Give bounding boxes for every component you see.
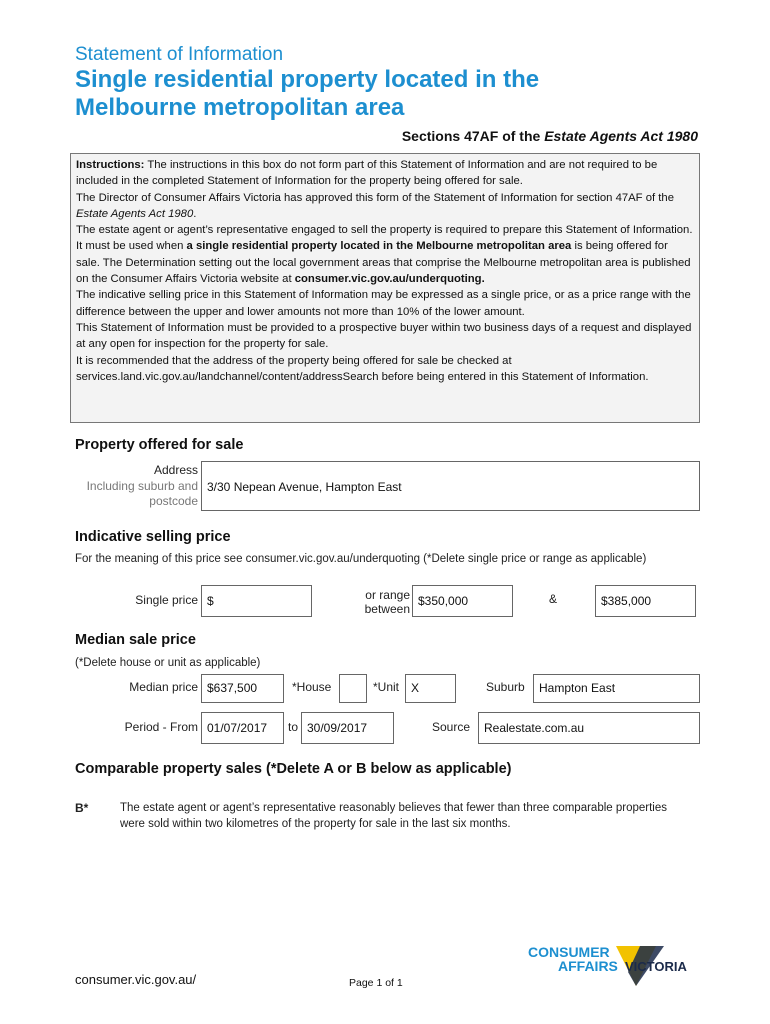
unit-label: *Unit xyxy=(373,680,400,694)
range-ampersand: & xyxy=(549,592,558,606)
median-price-label: Median price xyxy=(129,680,198,694)
underquoting-link[interactable]: consumer.vic.gov.au/underquoting. xyxy=(294,273,485,286)
range-low-field[interactable]: $350,000 xyxy=(412,585,513,617)
source-field[interactable]: Realestate.com.au xyxy=(478,712,700,744)
house-field[interactable] xyxy=(339,674,367,703)
sections-act: Estate Agents Act 1980 xyxy=(544,128,698,144)
instructions-p3-text2: is being offered for sale. The Determination setting out the local government areas that comprise the Melbourne metropolitan area is published on the Consumer Affairs Victoria website at xyxy=(76,240,691,286)
indicative-heading: Indicative selling price xyxy=(75,529,231,545)
footer-url[interactable]: consumer.vic.gov.au/ xyxy=(75,972,197,987)
page-number: Page 1 of 1 xyxy=(349,977,403,989)
instructions-box xyxy=(70,153,700,423)
range-label-line2: between xyxy=(364,602,410,616)
suburb-label: Suburb xyxy=(486,680,525,694)
form-subtitle: Statement of Information xyxy=(75,44,284,65)
address-label-line3: postcode xyxy=(149,494,198,508)
address-label xyxy=(70,463,198,510)
instructions-p6: It is recommended that the address of the property being offered for sale be checked at services.land.vic.gov.au/landchannel/content/addressSearch before being entered in this Statement of Information. xyxy=(76,354,649,383)
instructions-p2-text: The Director of Consumer Affairs Victoria has approved this form of the Statement of Information for section 47AF of the xyxy=(76,191,674,204)
instructions-p2-act: Estate Agents Act 1980 xyxy=(76,207,194,220)
instructions-p3-bold: a single residential property located in the Melbourne metropolitan area xyxy=(186,240,572,253)
instructions-p5: This Statement of Information must be provided to a prospective buyer within two business days of a request and displayed at any open for inspection for the property for sale. xyxy=(76,321,692,351)
median-price-field[interactable]: $637,500 xyxy=(201,674,284,703)
instructions-p2 xyxy=(76,190,694,223)
period-to-label: to xyxy=(288,720,299,734)
range-label-line1: or range xyxy=(365,588,410,602)
single-price-label: Single price xyxy=(135,593,198,607)
option-b-text: The estate agent or agent’s representative reasonably believes that fewer than three comparable properties were sold within two kilometres of the property for sale in the last six months. xyxy=(120,802,668,830)
median-note: (*Delete house or unit as applicable) xyxy=(75,657,261,669)
consumer-affairs-victoria-logo xyxy=(528,942,703,994)
house-label: *House xyxy=(292,680,332,694)
instructions-p1 xyxy=(76,157,694,190)
address-field[interactable]: 3/30 Nepean Avenue, Hampton East xyxy=(201,461,700,511)
median-heading: Median sale price xyxy=(75,632,196,648)
period-from-field[interactable]: 01/07/2017 xyxy=(201,712,284,744)
property-heading: Property offered for sale xyxy=(75,437,244,453)
sections-reference xyxy=(402,128,698,144)
indicative-note: For the meaning of this price see consumer.vic.gov.au/underquoting (*Delete single price or range as applicable) xyxy=(75,553,647,565)
instructions-label: Instructions: xyxy=(76,159,145,171)
title-line-2: Melbourne metropolitan area xyxy=(75,94,405,121)
single-price-field[interactable]: $ xyxy=(201,585,312,617)
logo-mark-icon xyxy=(528,942,703,994)
source-label: Source xyxy=(432,720,471,734)
instructions-p4: The indicative selling price in this Statement of Information may be expressed as a single price, or as a price range with the difference between the upper and lower amounts not more than 10% of the lower amount. xyxy=(76,289,691,318)
period-to-field[interactable]: 30/09/2017 xyxy=(301,712,394,744)
unit-field[interactable]: X xyxy=(405,674,456,703)
range-label xyxy=(356,588,410,616)
suburb-field[interactable]: Hampton East xyxy=(533,674,700,703)
instructions-p3 xyxy=(76,222,694,287)
instructions-p2-end: . xyxy=(193,207,197,220)
page-title xyxy=(75,66,695,122)
address-label-line1: Address xyxy=(153,463,198,477)
instructions-p3-text: The estate agent or agent’s representative engaged to sell the property is required to prepare this Statement of Information. It must be used when xyxy=(76,224,693,253)
range-high-field[interactable]: $385,000 xyxy=(595,585,696,617)
logo-text-victoria: VICTORIA xyxy=(625,959,687,974)
logo-text-consumer: CONSUMER xyxy=(528,944,610,960)
logo-text-affairs: AFFAIRS xyxy=(558,958,618,974)
option-b-label: B* xyxy=(75,801,89,815)
period-from-label: Period - From xyxy=(124,720,198,734)
comparable-heading: Comparable property sales (*Delete A or B below as applicable) xyxy=(75,761,512,777)
address-label-line2: Including suburb and xyxy=(86,478,198,493)
title-line-1: Single residential property located in the xyxy=(75,66,540,93)
instructions-p1-text: The instructions in this box do not form part of this Statement of Information and are not required to be included in the completed Statement of Information for the property being offered for sale. xyxy=(76,159,658,188)
sections-prefix: Sections 47AF of the xyxy=(401,128,545,144)
